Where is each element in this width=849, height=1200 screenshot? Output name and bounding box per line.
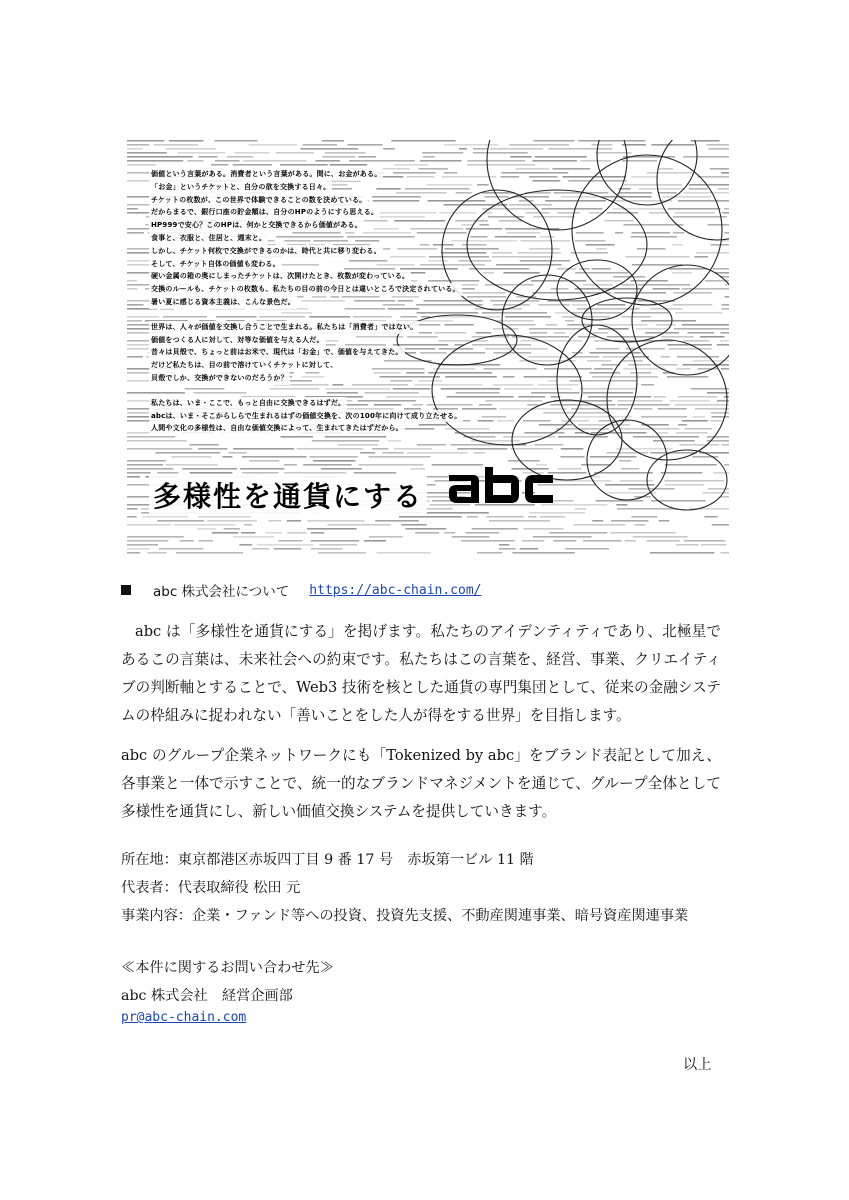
poem-gap [149, 309, 529, 321]
section-title: abc 株式会社について [153, 584, 290, 600]
poem-line: 暑い夏に感じる資本主義は、こんな景色だ。 [149, 296, 297, 309]
poem-line: 価値という言葉がある。消費者という言葉がある。間に、お金がある。 [149, 168, 383, 181]
poem-line: 交換のルールも、チケットの枚数も、私たちの目の前の今日とは違いところで決定されている。 [149, 283, 462, 296]
poem-line: 「お金」というチケットと、自分の欲を交換する日々。 [149, 181, 332, 194]
company-business: 事業内容：企業・ファンド等への投資、投資先支援、不動産関連事業、暗号資産関連事業 [121, 908, 689, 924]
poem-line: しかし、チケット何枚で交換ができるのかは、時代と共に移り変わる。 [149, 245, 383, 258]
poem-line: 価値をつくる人に対して、対等な価値を与える人だ。 [149, 334, 326, 347]
contact-heading: ≪本件に関するお問い合わせ先≫ [121, 960, 334, 976]
bullet-square-icon [121, 585, 131, 595]
company-address: 所在地：東京都港区赤坂四丁目 9 番 17 号 赤坂第一ビル 11 階 [121, 852, 534, 868]
closing-text: 以上 [683, 1057, 712, 1073]
hero-tagline: 多様性を通貨にする [149, 475, 427, 515]
poem-line: だからまるで、銀行口座の貯金額は、自分のHPのようにすら思える。 [149, 206, 380, 219]
poem-line: 世界は、人々が価値を交換し合うことで生まれる。私たちは「消費者」ではない。 [149, 321, 419, 334]
group-paragraph: abc のグループ企業ネットワークにも「Tokenized by abc」をブランド表記として加え、各事業と一体で示すことで、統一的なブランドマネジメントを通じて、グループ全体として多様性を通貨にし、新しい価値交換システムを提供していきます。 [121, 747, 721, 820]
poem-line: そして、チケット自体の価値も変わる。 [149, 258, 282, 271]
poem-line: 人間や文化の多様性は、自由な価値交換によって、生まれてきたはずだから。 [149, 422, 405, 435]
poem-line: 私たちは、いま・ここで、もっと自由に交換できるはずだ。 [149, 397, 347, 410]
poem-line: HP999で安心？このHPは、何かと交換できるから価値がある。 [149, 219, 364, 232]
company-representative: 代表者：代表取締役 松田 元 [121, 880, 301, 896]
contact-department: abc 株式会社 経営企画部 [121, 988, 293, 1004]
poem-gap [149, 385, 529, 397]
abc-logo [445, 467, 557, 507]
poem-line: 硬い金属の箱の奥にしまったチケットは、次開けたとき、枚数が変わっている。 [149, 270, 411, 283]
poem-line: 昔々は貝殻で、ちょっと前はお米で、現代は「お金」で、価値を与えてきた。 [149, 346, 405, 359]
hero-image [127, 140, 729, 556]
poem-line: abcは、いま・そこからしらで生まれるはずの価値交換を、次の100年に向けて成り立たせる。 [149, 410, 463, 423]
company-url-link[interactable]: https://abc-chain.com/ [309, 582, 482, 598]
poem-line: チケットの枚数が、この世界で体験できることの数を決めている。 [149, 194, 368, 207]
contact-email-link[interactable]: pr@abc-chain.com [121, 1010, 247, 1025]
intro-paragraph: abc は「多様性を通貨にする」を掲げます。私たちのアイデンティティであり、北極星であるこの言葉は、未来社会への約束です。私たちはこの言葉を、経営、事業、クリエイティブの判断軸とすることで、Web3 技術を核とした通貨の専門集団として、従来の金融システムの枠組みに捉われない「善いことをした人が得をする世界」を目指します。 [121, 623, 721, 724]
poem-line: 食事と、衣服と、住居と、週末と。 [149, 232, 268, 245]
poem-line: 貝殻でしか、交換ができないのだろうか？ [149, 372, 290, 385]
poem-line: だけど私たちは、目の前で溶けていくチケットに対して、 [149, 359, 339, 372]
section-heading [121, 580, 481, 600]
hero-poem [149, 168, 529, 435]
